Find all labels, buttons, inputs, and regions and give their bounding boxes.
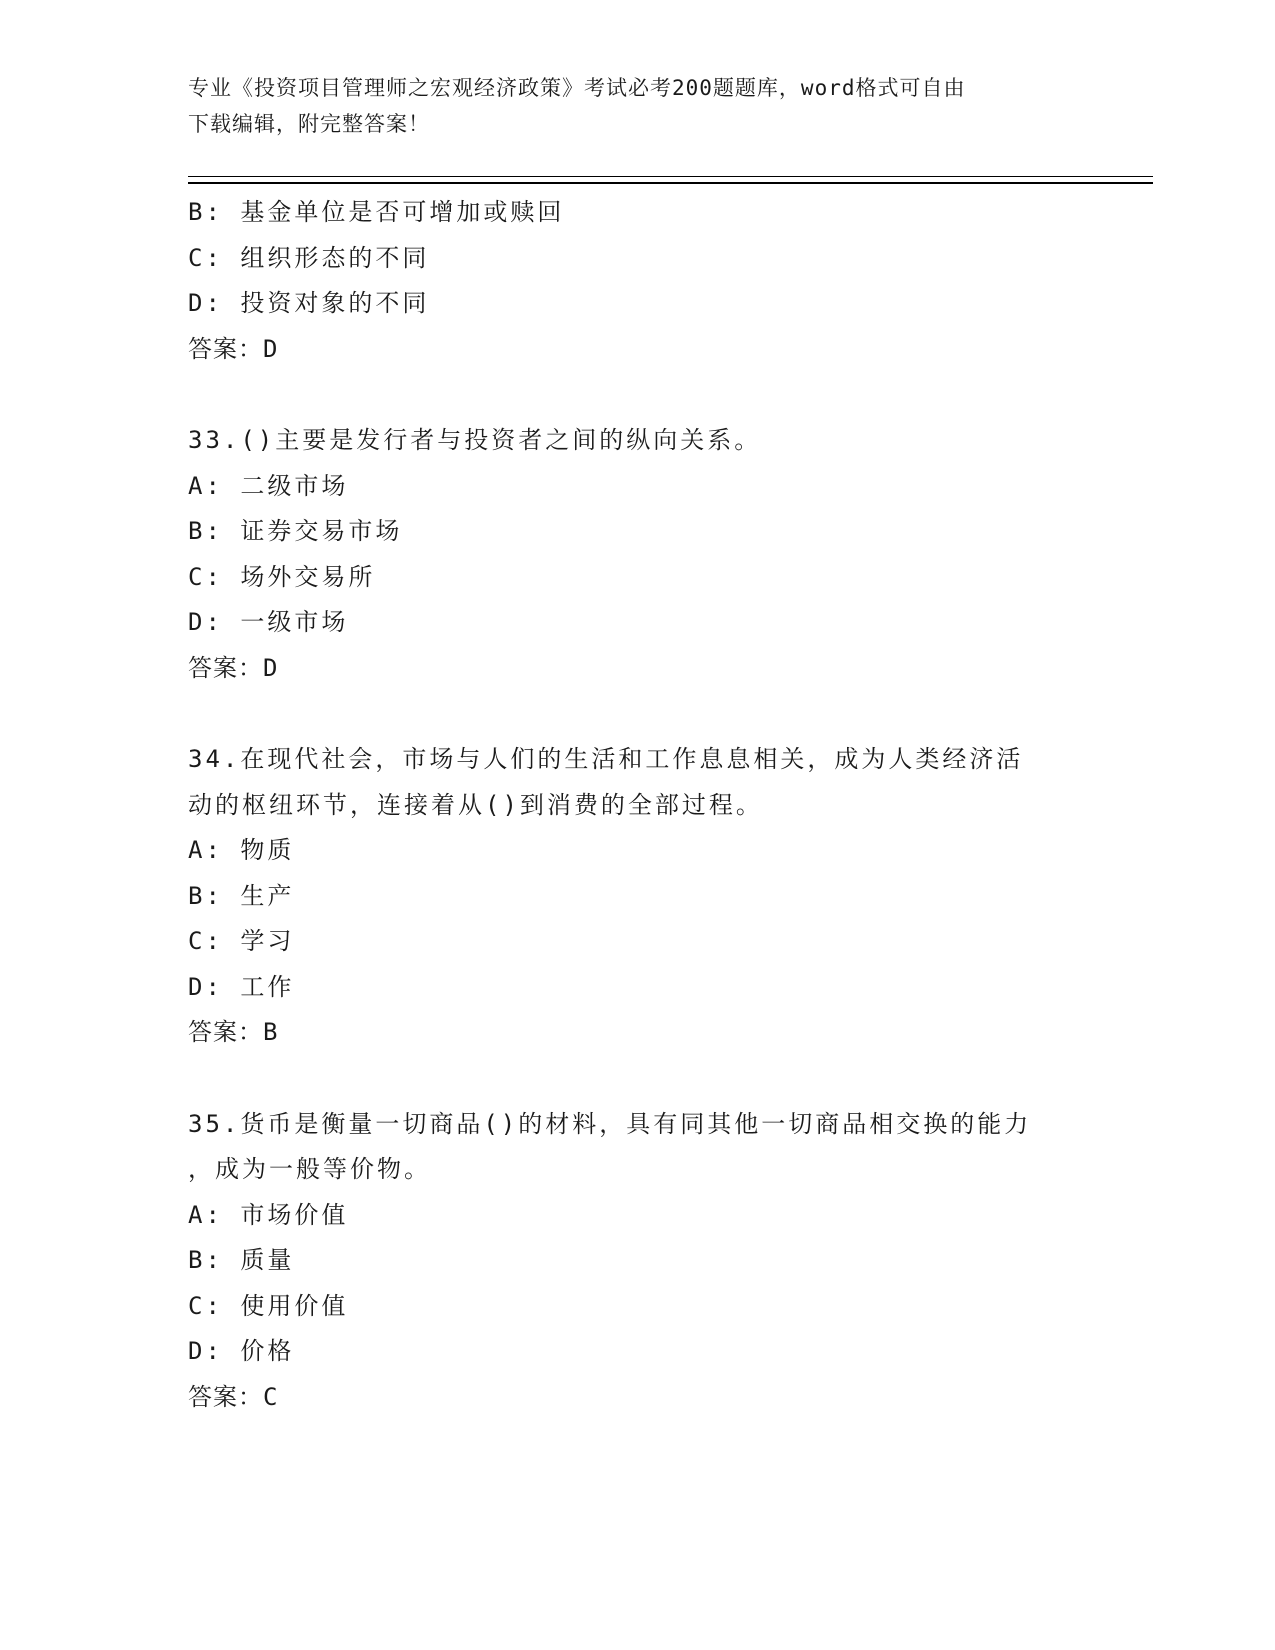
- option-b: B: 基金单位是否可增加或赎回: [188, 198, 565, 226]
- question-text-line-1: 35.货币是衡量一切商品()的材料，具有同其他一切商品相交换的能力: [188, 1109, 1032, 1138]
- header-rule-thin: [188, 176, 1153, 177]
- option-b: B: 质量: [188, 1246, 295, 1274]
- option-c: C: 使用价值: [188, 1291, 349, 1320]
- option-c: C: 学习: [188, 927, 295, 955]
- header-line-2: 下载编辑，附完整答案！: [188, 112, 430, 136]
- question-block-35: [188, 1102, 1088, 1421]
- answer-line: 答案：D: [188, 334, 279, 363]
- document-header: [188, 70, 1068, 142]
- option-d: D: 一级市场: [188, 608, 349, 636]
- spacer: [188, 1056, 1088, 1102]
- question-text: 33.()主要是发行者与投资者之间的纵向关系。: [188, 426, 762, 454]
- spacer: [188, 372, 1088, 418]
- option-d: D: 投资对象的不同: [188, 289, 430, 317]
- option-c: C: 组织形态的不同: [188, 243, 430, 272]
- option-d: D: 工作: [188, 972, 295, 1001]
- answer-line: 答案：D: [188, 653, 279, 682]
- question-list: [188, 190, 1088, 1420]
- question-text-line-2: ，成为一般等价物。: [188, 1155, 431, 1183]
- option-c: C: 场外交易所: [188, 562, 376, 591]
- header-rule-thick: [188, 182, 1153, 184]
- option-a: A: 二级市场: [188, 471, 349, 500]
- header-line-1: 专业《投资项目管理师之宏观经济政策》考试必考200题题库，word格式可自由: [188, 76, 966, 100]
- question-text-line-2: 动的枢纽环节，连接着从()到消费的全部过程。: [188, 790, 763, 819]
- option-d: D: 价格: [188, 1337, 295, 1365]
- question-text-line-1: 34.在现代社会，市场与人们的生活和工作息息相关，成为人类经济活: [188, 745, 1024, 773]
- option-a: A: 物质: [188, 836, 295, 864]
- answer-line: 答案：B: [188, 1018, 279, 1046]
- question-block-34: [188, 737, 1088, 1056]
- answer-line: 答案：C: [188, 1382, 279, 1411]
- option-b: B: 证券交易市场: [188, 517, 403, 545]
- option-b: B: 生产: [188, 881, 295, 910]
- spacer: [188, 691, 1088, 737]
- option-a: A: 市场价值: [188, 1200, 349, 1229]
- question-block-33: [188, 418, 1088, 691]
- question-block-32-continued: [188, 190, 1088, 372]
